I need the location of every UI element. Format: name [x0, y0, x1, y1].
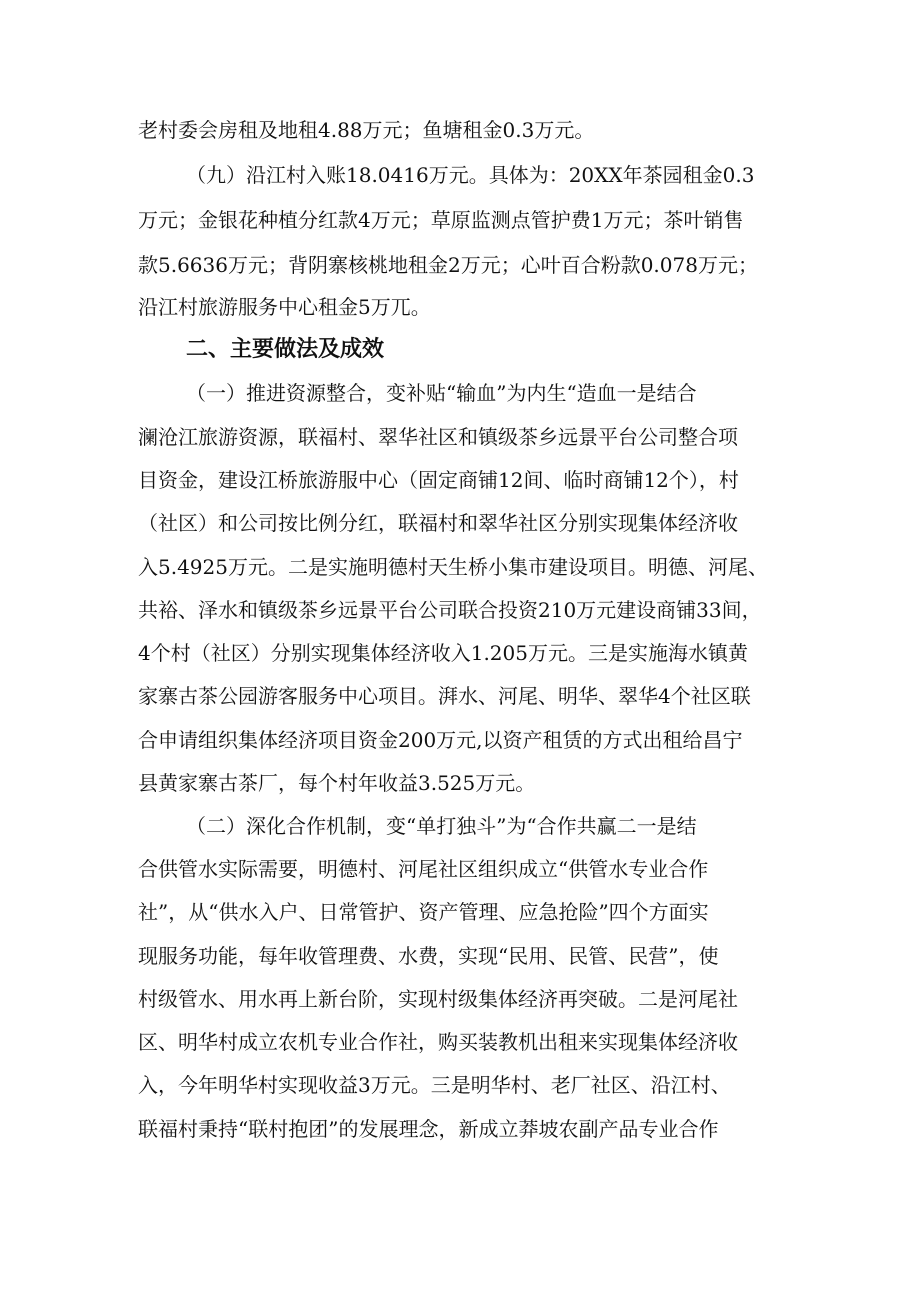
paragraph-line: （九）沿江村入账18.0416万元。具体为：20XX年茶园租金0.3: [186, 163, 755, 187]
paragraph-line: 入，今年明华村实现收益3万元。三是明华村、老厂社区、沿江村、: [138, 1073, 731, 1097]
paragraph-line: 社”，从“供水入户、日常管护、资产管理、应急抢险”四个方面实: [138, 900, 709, 924]
paragraph-line: 款5.6636万元；背阴寨核桃地租金2万元；心叶百合粉款0.078万元；: [138, 253, 758, 277]
paragraph-line: （一）推进资源整合，变补贴“输血”为内生“造血一是结合: [186, 381, 697, 405]
paragraph-line: （二）深化合作机制，变“单打独斗”为“合作共赢二一是结: [186, 814, 697, 838]
paragraph-line: 家寨古茶公园游客服务中心项目。湃水、河尾、明华、翠华4个社区联: [138, 684, 751, 708]
paragraph-line: 目资金，建设江桥旅游服中心（固定商铺12间、临时商铺12个），村: [138, 468, 739, 492]
paragraph-line: 区、明华村成立农机专业合作社，购买装教机出租来实现集体经济收: [138, 1030, 738, 1054]
paragraph-line: 沿江村旅游服务中心租金5万兀。: [138, 295, 431, 319]
paragraph-line: 县黄家寨古茶厂，每个村年收益3.525万元。: [138, 771, 536, 795]
paragraph-line: 现服务功能，每年收管理费、水费，实现“民用、民管、民营”，使: [138, 944, 719, 968]
paragraph-line: 万元；金银花种植分红款4万元；草原监测点管护费1万元；茶叶销售: [138, 208, 744, 232]
paragraph-line: 合供管水实际需要，明德村、河尾社区组织成立“供管水专业合作: [138, 857, 709, 881]
paragraph-line: 老村委会房租及地租4.88万元；鱼塘租金0.3万元。: [138, 118, 595, 142]
paragraph-line: 共裕、泽水和镇级茶乡远景平台公司联合投资210万元建设商铺33间，: [138, 598, 762, 622]
paragraph-line: 4个村（社区）分别实现集体经济收入1.205万元。三是实施海水镇黄: [138, 641, 748, 665]
paragraph-line: 澜沧江旅游资源，联福村、翠华社区和镇级茶乡远景平台公司整合项: [138, 425, 738, 449]
paragraph-line: 村级管水、用水再上新台阶，实现村级集体经济再突破。二是河尾社: [138, 987, 738, 1011]
paragraph-line: 合申请组织集体经济项目资金200万元,以资产租赁的方式出租给昌宁: [138, 728, 743, 752]
paragraph-line: 入5.4925万元。二是实施明德村天生桥小集市建设项目。明德、河尾、: [138, 555, 768, 579]
section-heading: 二、主要做法及成效: [186, 337, 385, 362]
paragraph-line: （社区）和公司按比例分红，联福村和翠华社区分别实现集体经济收: [138, 511, 738, 535]
paragraph-line: 联福村秉持“联村抱团”的发展理念，新成立莽坡农副产品专业合作: [138, 1117, 719, 1141]
